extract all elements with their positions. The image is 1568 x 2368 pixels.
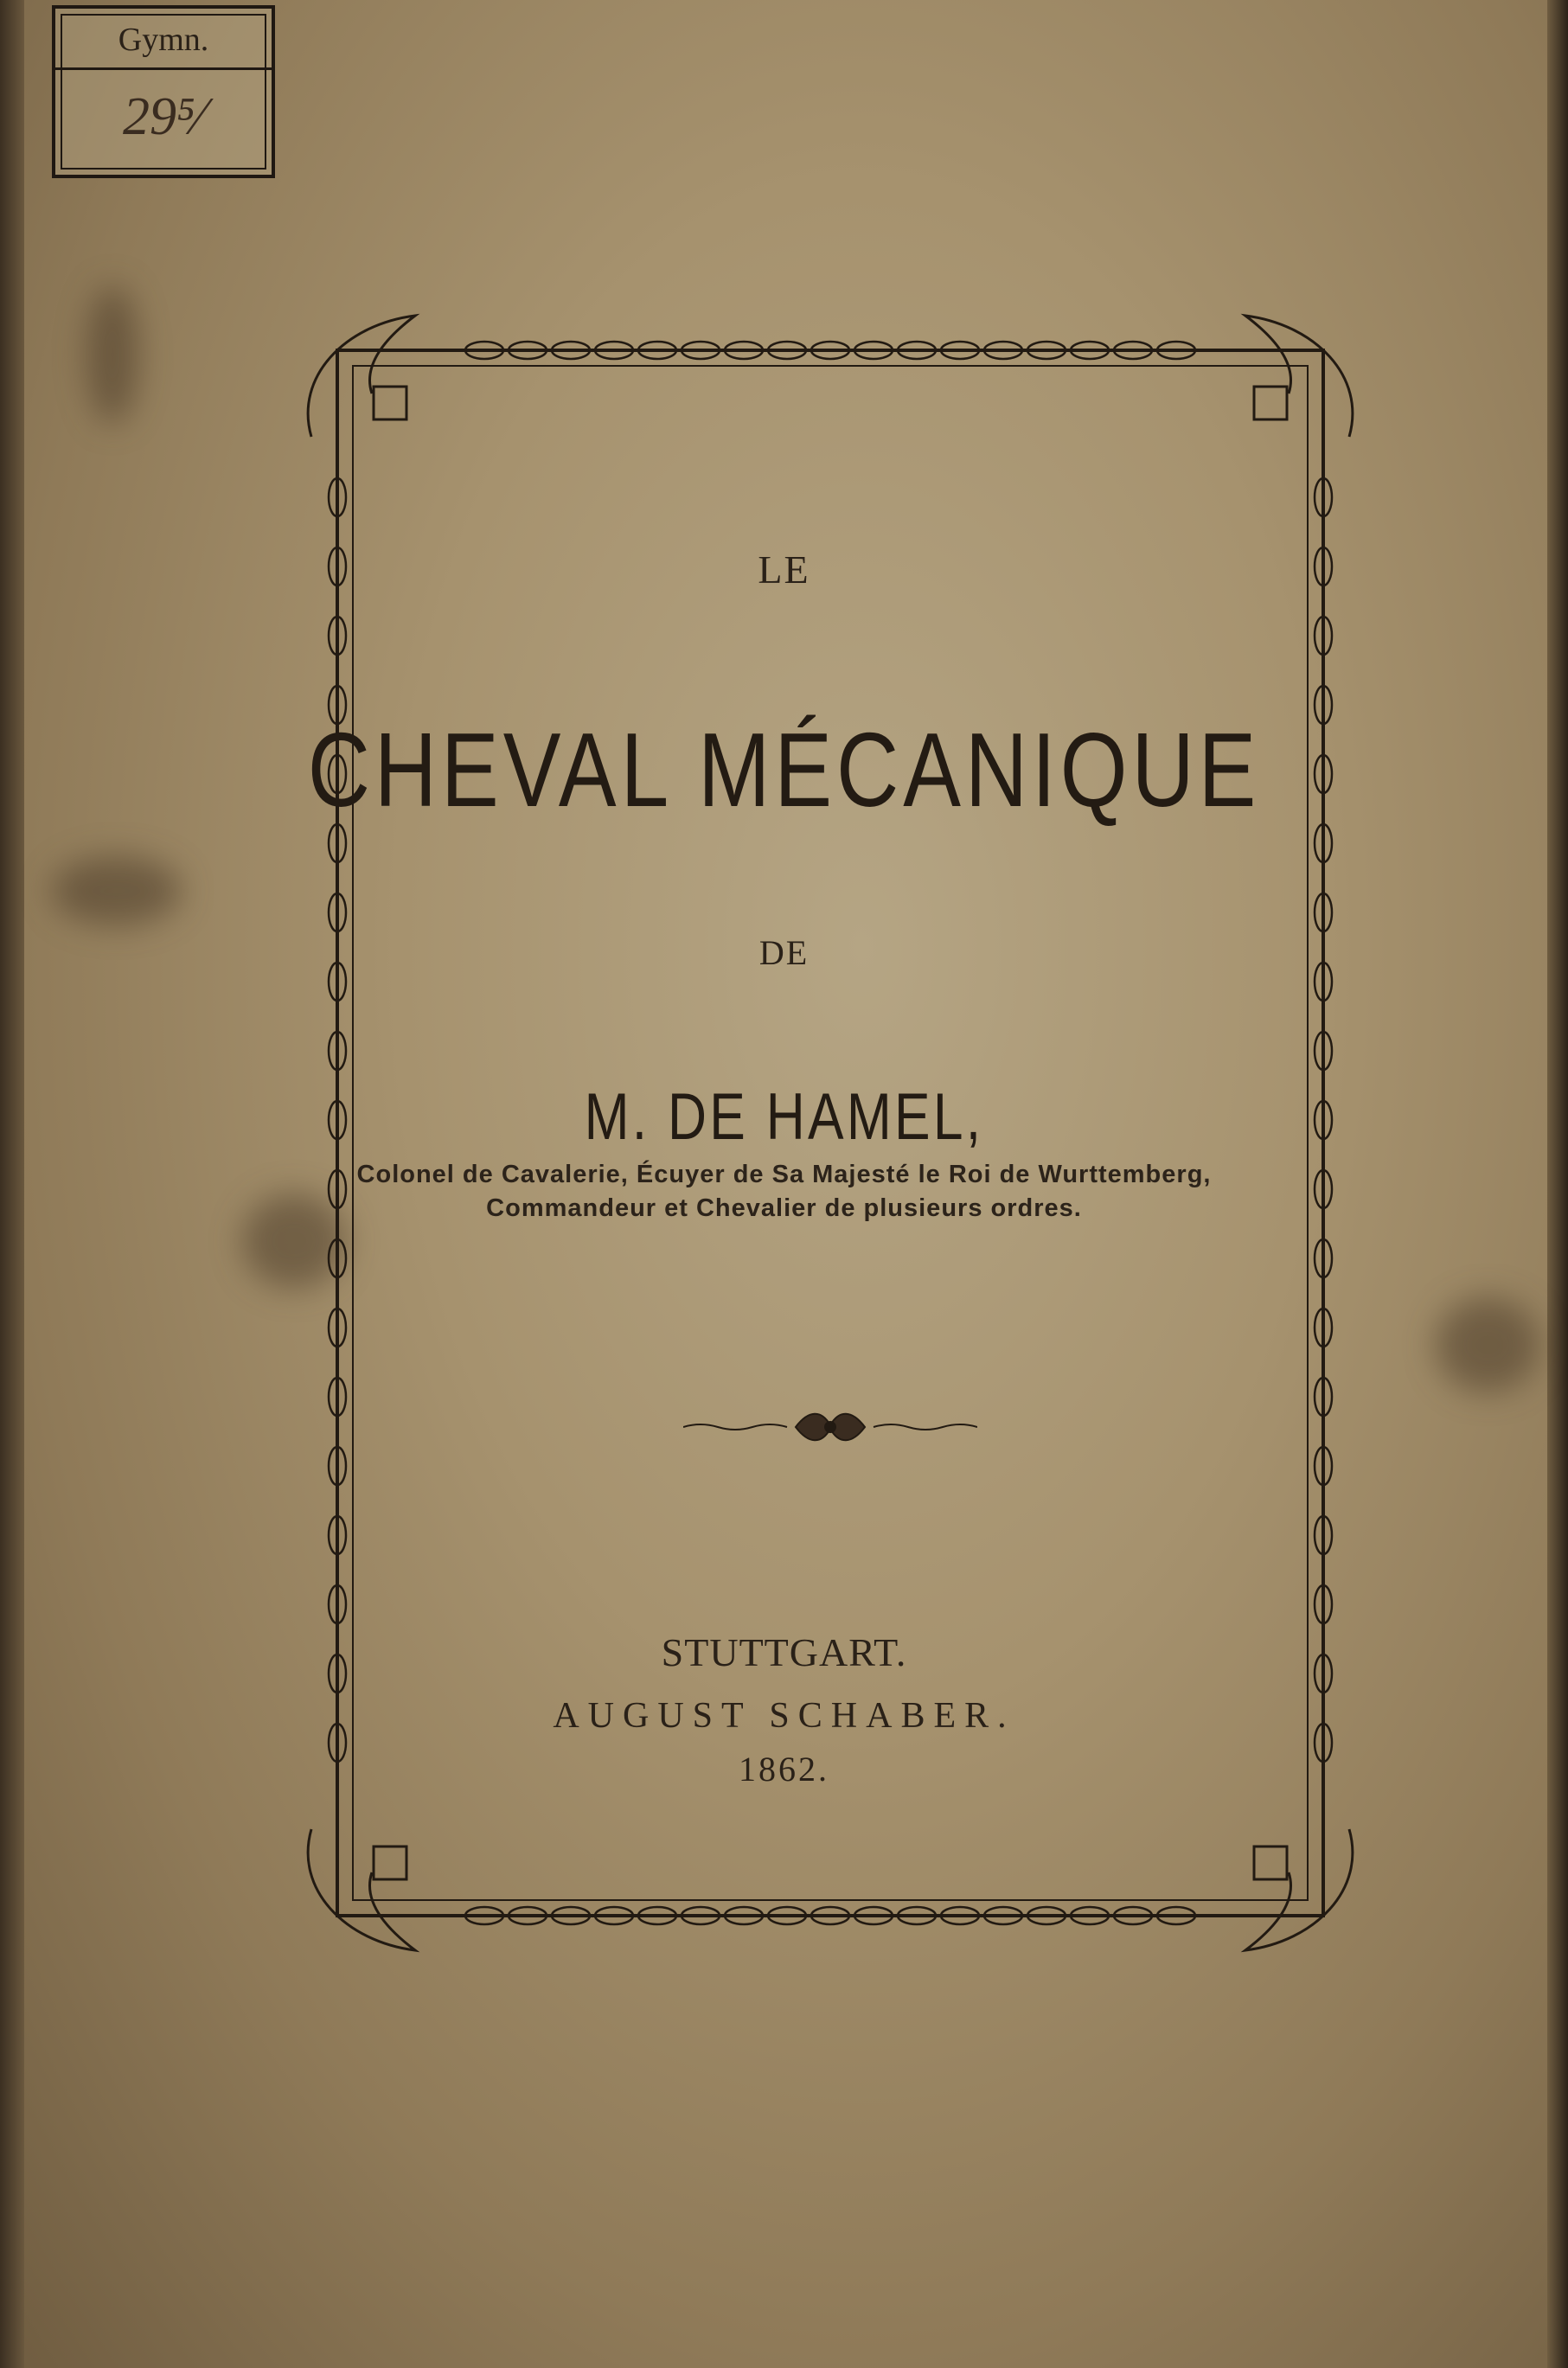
corner-square	[1254, 1846, 1287, 1879]
label-shelf-number: 29⁵⁄	[123, 87, 204, 146]
stain	[52, 856, 182, 925]
stain	[86, 285, 138, 424]
title-article: LE	[758, 547, 810, 592]
stain	[1436, 1297, 1539, 1392]
library-label	[52, 5, 275, 178]
label-collection: Gymn.	[118, 22, 209, 58]
imprint-city: STUTTGART.	[661, 1630, 907, 1674]
corner-square	[374, 1846, 406, 1879]
title-preposition: DE	[758, 933, 810, 972]
main-title: CHEVAL MÉCANIQUE	[307, 711, 1261, 829]
author-description-line1: Colonel de Cavalerie, Écuyer de Sa Majesté le Roi de Wurttemberg,	[356, 1161, 1212, 1188]
vignette-ornament-icon	[683, 1401, 977, 1450]
corner-square	[374, 387, 406, 419]
corner-square	[1254, 387, 1287, 419]
label-divider	[55, 67, 272, 70]
imprint-publisher: AUGUST SCHABER.	[553, 1696, 1015, 1736]
author-description-line2: Commandeur et Chevalier de plusieurs ordres.	[486, 1194, 1082, 1222]
imprint-year: 1862.	[739, 1750, 829, 1789]
author-name: M. DE HAMEL,	[584, 1080, 984, 1154]
